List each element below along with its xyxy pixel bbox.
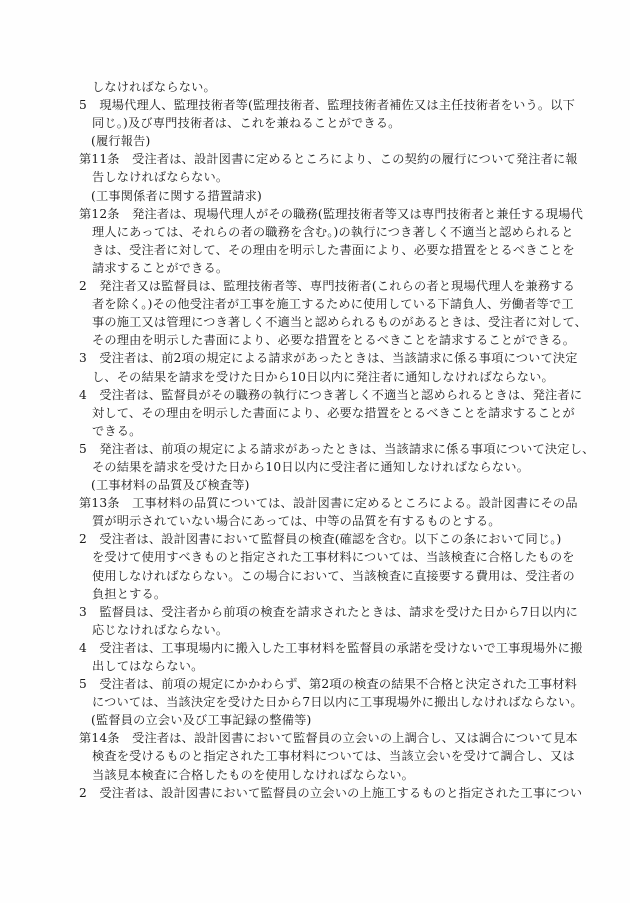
- text-line: を受けて使用すべきものと指定された工事材料については、当該検査に合格したものを: [92, 550, 575, 565]
- text-line: し、その結果を請求を受けた日から10日以内に発注者に通知しなければならない。: [92, 369, 554, 384]
- text-line: 第12条 発注者は、現場代理人がその職務(監理技術者等又は専門技術者と兼任する現場代: [79, 206, 583, 221]
- text-line: きは、受注者に対して、その理由を明示した書面により、必要な措置をとるべきことを: [92, 242, 575, 257]
- article-caption: (監督員の立会い及び工事記録の整備等): [91, 713, 312, 728]
- text-line: 3 受注者は、前2項の規定による請求があったときは、当該請求に係る事項について決定: [79, 351, 578, 366]
- text-line: 4 受注者は、工事現場内に搬入した工事材料を監督員の承諾を受けないで工事現場外に搬: [79, 640, 583, 655]
- text-line: できる。: [92, 423, 142, 438]
- article-caption: (工事材料の品質及び検査等): [91, 478, 250, 493]
- text-line: 使用しなければならない。この場合において、当該検査に直接要する費用は、受注者の: [92, 568, 575, 583]
- text-line: 5 受注者は、前項の規定にかかわらず、第2項の検査の結果不合格と決定された工事材料: [79, 677, 578, 692]
- text-line: その理由を明示した書面により、必要な措置をとるべきことを請求することができる。: [92, 333, 576, 348]
- text-line: 5 発注者は、前項の規定による請求があったときは、当該請求に係る事項について決定し、: [79, 441, 595, 456]
- article-caption: (工事関係者に関する措置請求): [91, 188, 262, 203]
- text-line: 検査を受けるものと指定された工事材料については、当該立会いを受けて調合し、又は: [92, 749, 575, 764]
- text-line: 第14条 受注者は、設計図書において監督員の立会いの上調合し、又は調合について見本: [79, 731, 578, 746]
- text-line: 5 現場代理人、監理技術者等(監理技術者、監理技術者補佐又は主任技術者をいう。以下: [79, 98, 576, 113]
- document-page: [79, 78, 595, 802]
- text-line: 対して、その理由を明示した書面により、必要な措置をとるべきことを請求することが: [92, 405, 575, 420]
- text-line: しなければならない。: [92, 80, 216, 94]
- text-line: 者を除く。)その他受注者が工事を施工するために使用している下請負人、労働者等で工: [92, 297, 574, 312]
- text-line: 出してはならない。: [92, 659, 204, 673]
- text-line: その結果を請求を受けた日から10日以内に受注者に通知しなければならない。: [92, 459, 530, 474]
- text-line: 3 監督員は、受注者から前項の検査を請求されたときは、請求を受けた日から7日以内に: [79, 604, 579, 619]
- text-line: 2 発注者又は監督員は、監理技術者等、専門技術者(これらの者と現場代理人を兼務する: [79, 279, 576, 294]
- text-line: 理人にあっては、それらの者の職務を含む。)の執行につき著しく不適当と認められると: [92, 224, 574, 239]
- document-body: [79, 78, 595, 802]
- text-line: 同じ。)及び専門技術者は、これを兼ねることができる。: [92, 116, 401, 131]
- text-line: 告しなければならない。: [92, 170, 229, 185]
- text-line: 応じなければならない。: [92, 622, 229, 637]
- text-line: 事の施工又は管理につき著しく不適当と認められるものがあるときは、受注者に対して、: [92, 315, 588, 330]
- text-line: 負担とする。: [92, 586, 167, 601]
- text-line: 4 受注者は、監督員がその職務の執行につき著しく不適当と認められるときは、発注者に: [79, 387, 583, 402]
- text-line: 質が明示されていない場合にあっては、中等の品質を有するものとする。: [92, 514, 501, 529]
- text-line: 当該見本検査に合格したものを使用しなければならない。: [92, 767, 415, 782]
- text-line: 2 受注者は、設計図書において監督員の検査(確認を含む。以下この条において同じ。): [79, 532, 562, 547]
- text-line: 第13条 工事材料の品質については、設計図書に定めるところによる。設計図書にその品: [79, 496, 578, 511]
- text-line: 2 受注者は、設計図書において監督員の立会いの上施工するものと指定された工事につい: [79, 785, 583, 800]
- article-caption: (履行報告): [91, 134, 151, 149]
- text-line: については、当該決定を受けた日から7日以内に工事現場外に搬出しなければならない。: [92, 695, 583, 710]
- text-line: 請求することができる。: [92, 260, 229, 275]
- text-line: 第11条 受注者は、設計図書に定めるところにより、この契約の履行について発注者に報: [79, 152, 578, 167]
